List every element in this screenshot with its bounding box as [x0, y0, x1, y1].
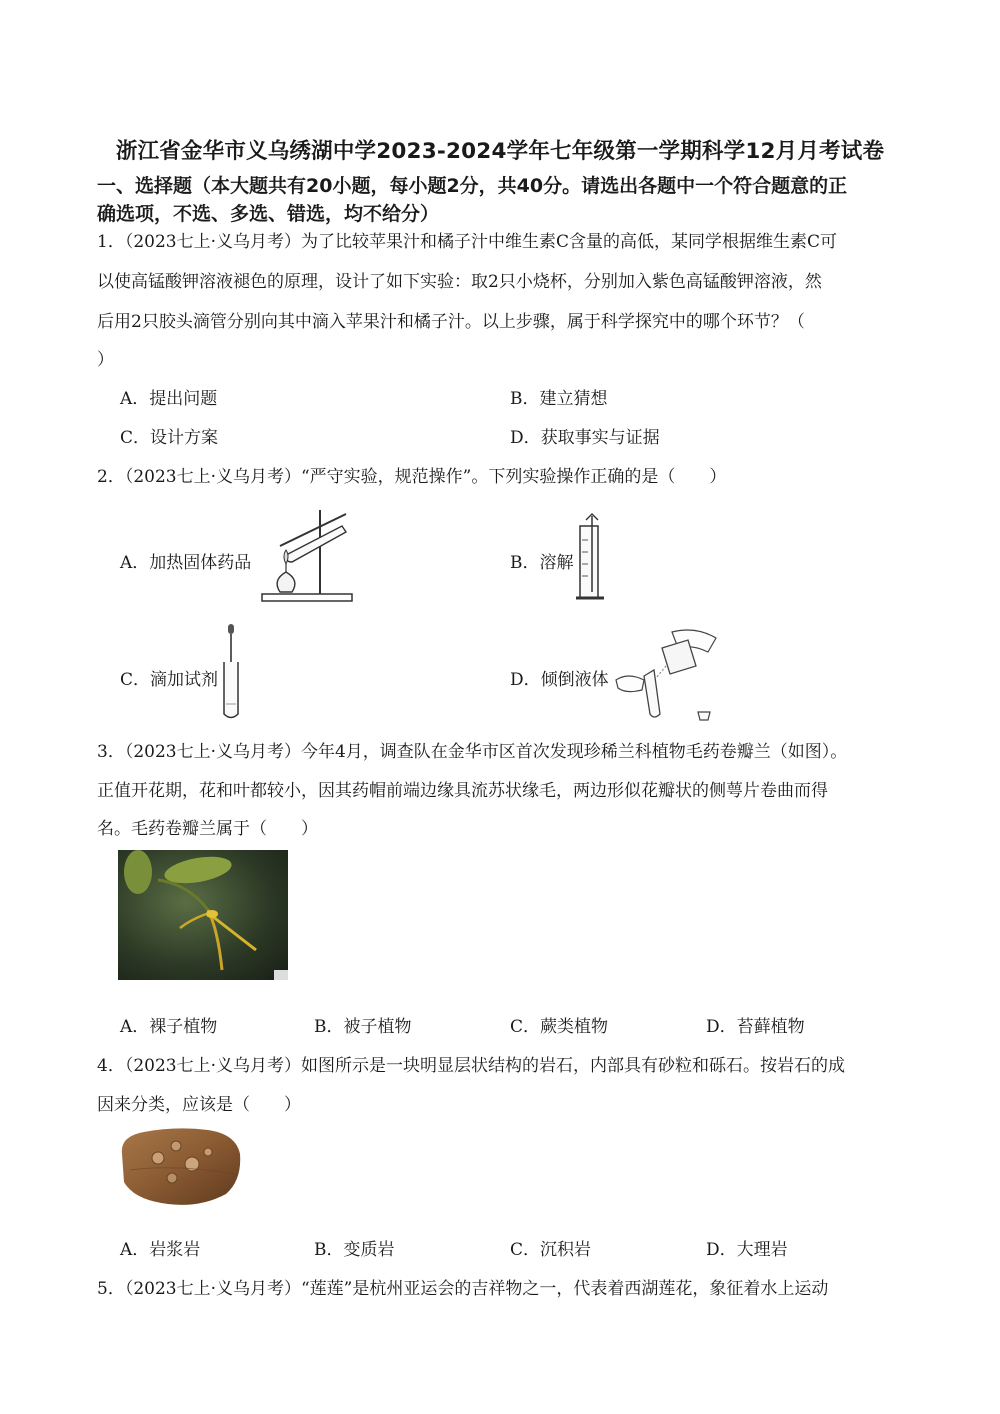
question-3-option-a[interactable]: A．裸子植物	[120, 1017, 218, 1037]
dropper-test-tube-figure	[220, 622, 242, 722]
layered-rock-photo	[116, 1124, 244, 1208]
orchid-photo	[118, 850, 288, 980]
question-1-option-a[interactable]: A．提出问题	[120, 389, 218, 409]
question-1-option-c[interactable]: C．设计方案	[120, 428, 219, 448]
question-5-line: 5．（2023七上·义乌月考）“莲莲”是杭州亚运会的吉祥物之一，代表着西湖莲花，象征着水上运动	[97, 1279, 829, 1299]
question-3-line: 3．（2023七上·义乌月考）今年4月，调查队在金华市区首次发现珍稀兰科植物毛药卷瓣兰（如图）。	[97, 742, 848, 762]
question-2-option-c[interactable]: C．滴加试剂	[120, 670, 219, 690]
pouring-liquid-figure	[612, 626, 724, 722]
heating-apparatus-figure	[258, 500, 358, 604]
section-header	[97, 172, 917, 228]
question-1-line: 以使高锰酸钾溶液褪色的原理，设计了如下实验：取2只小烧杯，分别加入紫色高锰酸钾溶液，然	[97, 272, 822, 292]
question-1-option-b[interactable]: B．建立猜想	[510, 389, 608, 409]
question-4-line: 4．（2023七上·义乌月考）如图所示是一块明显层状结构的岩石，内部具有砂粒和砾石。按岩石的成	[97, 1056, 845, 1076]
question-3-option-b[interactable]: B．被子植物	[314, 1017, 412, 1037]
question-3-option-d[interactable]: D．苔藓植物	[706, 1017, 805, 1037]
question-4-option-a[interactable]: A．岩浆岩	[120, 1240, 201, 1260]
exam-title: 浙江省金华市义乌绣湖中学2023-2024学年七年级第一学期科学12月月考试卷	[115, 139, 885, 164]
question-4-option-d[interactable]: D．大理岩	[706, 1240, 788, 1260]
question-1-option-d[interactable]: D．获取事实与证据	[510, 428, 660, 448]
question-3-line: 正值开花期，花和叶都较小，因其药帽前端边缘具流苏状缘毛，两边形似花瓣状的侧萼片卷曲而得	[97, 781, 828, 801]
question-4-option-b[interactable]: B．变质岩	[314, 1240, 395, 1260]
question-3-option-c[interactable]: C．蕨类植物	[510, 1017, 609, 1037]
question-2-option-b[interactable]: B．溶解	[510, 553, 574, 573]
question-1-line: ）	[97, 350, 114, 370]
question-3-line: 名。毛药卷瓣兰属于（ ）	[97, 819, 318, 839]
graduated-cylinder-figure	[572, 512, 612, 604]
question-4-option-c[interactable]: C．沉积岩	[510, 1240, 592, 1260]
section-header-line-2: 确选项，不选、多选、错选，均不给分）	[97, 203, 440, 225]
question-1-line: 1．（2023七上·义乌月考）为了比较苹果汁和橘子汁中维生素C含量的高低，某同学根据维生素C可	[97, 232, 837, 252]
question-2-option-a[interactable]: A．加热固体药品	[120, 553, 252, 573]
question-2-option-d[interactable]: D．倾倒液体	[510, 670, 609, 690]
question-2-stem: 2．（2023七上·义乌月考）“严守实验，规范操作”。下列实验操作正确的是（ ）	[97, 467, 727, 487]
question-1-line: 后用2只胶头滴管分别向其中滴入苹果汁和橘子汁。以上步骤，属于科学探究中的哪个环节？（	[97, 312, 805, 332]
question-4-line: 因来分类，应该是（ ）	[97, 1095, 301, 1115]
section-header-line-1: 一、选择题（本大题共有20小题，每小题2分，共40分。请选出各题中一个符合题意的正	[97, 175, 848, 197]
